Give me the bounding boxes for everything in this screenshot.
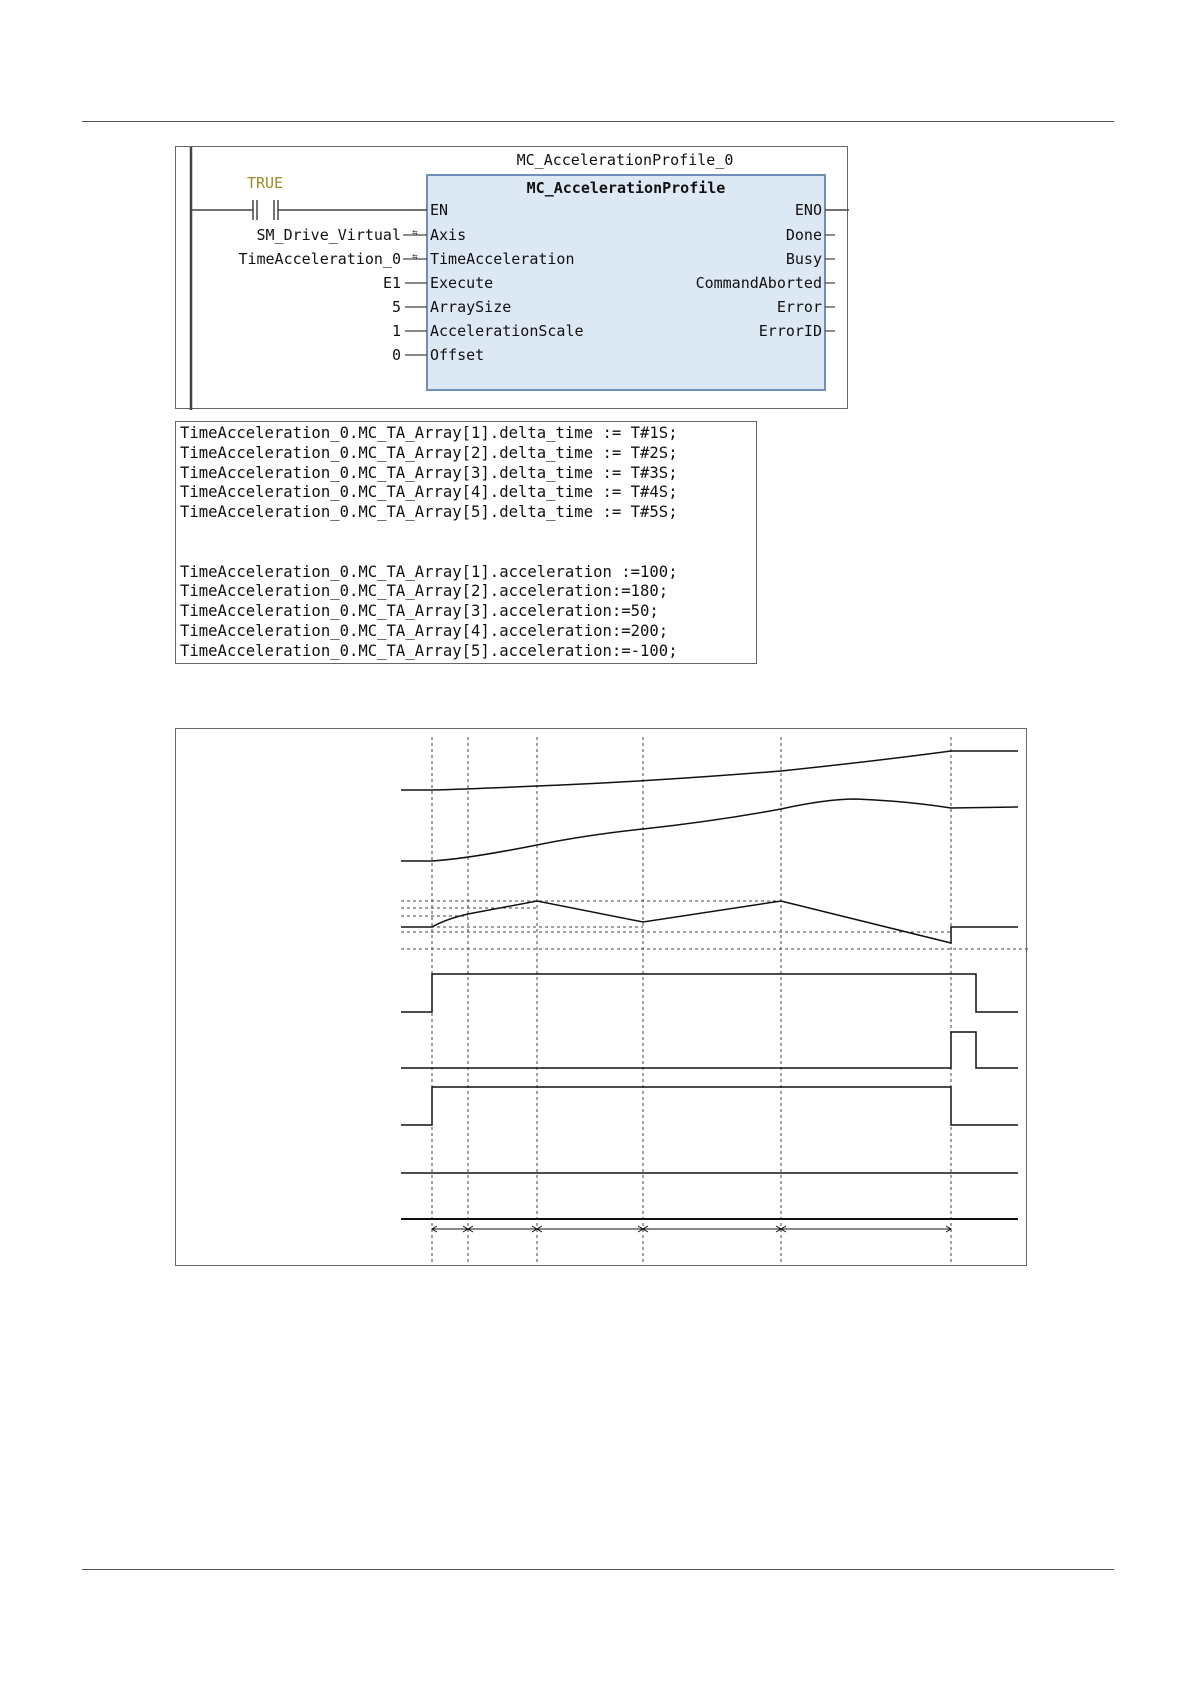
- code-line: TimeAcceleration_0.MC_TA_Array[2].acceleration:=180;: [180, 582, 669, 601]
- pin-done: Done: [785, 226, 822, 244]
- active-signal: [401, 1087, 1018, 1125]
- block-name: MC_AccelerationProfile: [526, 179, 726, 197]
- done-signal: [401, 1032, 1018, 1068]
- code-line: TimeAcceleration_0.MC_TA_Array[3].acceleration:=50;: [180, 602, 659, 621]
- pin-error: Error: [776, 298, 822, 316]
- code-line: TimeAcceleration_0.MC_TA_Array[1].delta_time := T#1S;: [180, 424, 678, 442]
- acceleration-trace: [401, 901, 1018, 943]
- code-line: TimeAcceleration_0.MC_TA_Array[4].delta_time := T#4S;: [180, 483, 678, 502]
- var-offset: 0: [391, 346, 401, 364]
- code-line: TimeAcceleration_0.MC_TA_Array[2].delta_time := T#2S;: [180, 443, 678, 462]
- inout-arrow-icon: ⇆: [412, 228, 418, 238]
- velocity-trace: [401, 799, 1018, 861]
- st-code-block: [175, 421, 757, 664]
- code-line: TimeAcceleration_0.MC_TA_Array[5].acceleration:=-100;: [180, 641, 678, 660]
- pin-error-id: ErrorID: [758, 322, 822, 340]
- code-line: TimeAcceleration_0.MC_TA_Array[3].delta_time := T#3S;: [180, 463, 678, 482]
- timing-svg: [176, 729, 1028, 1267]
- inout-arrow-icon: ⇆: [412, 252, 418, 262]
- code-gap: [180, 543, 756, 563]
- pin-execute: Execute: [430, 274, 494, 292]
- var-acceleration-scale: 1: [391, 322, 401, 340]
- pin-eno: ENO: [794, 201, 822, 219]
- busy-signal: [401, 974, 1018, 1012]
- ladder-svg: [176, 147, 849, 410]
- code-line: TimeAcceleration_0.MC_TA_Array[1].acceleration :=100;: [180, 562, 678, 581]
- var-axis: SM_Drive_Virtual: [256, 226, 401, 244]
- code-gap: [180, 523, 756, 543]
- pin-command-aborted: CommandAborted: [695, 274, 822, 292]
- header-rule: [82, 121, 1114, 122]
- time-guides: [401, 737, 1028, 1265]
- contact-label: TRUE: [246, 174, 284, 192]
- timing-chart: [175, 728, 1027, 1266]
- pin-array-size: ArraySize: [430, 298, 512, 316]
- ladder-diagram: [175, 146, 848, 409]
- var-execute: E1: [382, 274, 401, 292]
- pin-axis: Axis: [430, 226, 467, 244]
- footer-rule: [82, 1569, 1114, 1570]
- var-array-size: 5: [391, 298, 401, 316]
- pin-time-acceleration: TimeAcceleration: [430, 250, 575, 268]
- code-line: TimeAcceleration_0.MC_TA_Array[5].delta_time := T#5S;: [180, 503, 678, 522]
- interval-arrows: [432, 1226, 951, 1232]
- pin-acceleration-scale: AccelerationScale: [430, 322, 584, 340]
- position-trace: [401, 751, 1018, 790]
- var-time-acceleration: TimeAcceleration_0: [238, 250, 401, 268]
- pin-offset: Offset: [430, 346, 485, 364]
- instance-name: MC_AccelerationProfile_0: [516, 151, 734, 169]
- code-line: TimeAcceleration_0.MC_TA_Array[4].acceleration:=200;: [180, 621, 669, 640]
- pin-en: EN: [430, 201, 449, 219]
- pin-busy: Busy: [785, 250, 822, 268]
